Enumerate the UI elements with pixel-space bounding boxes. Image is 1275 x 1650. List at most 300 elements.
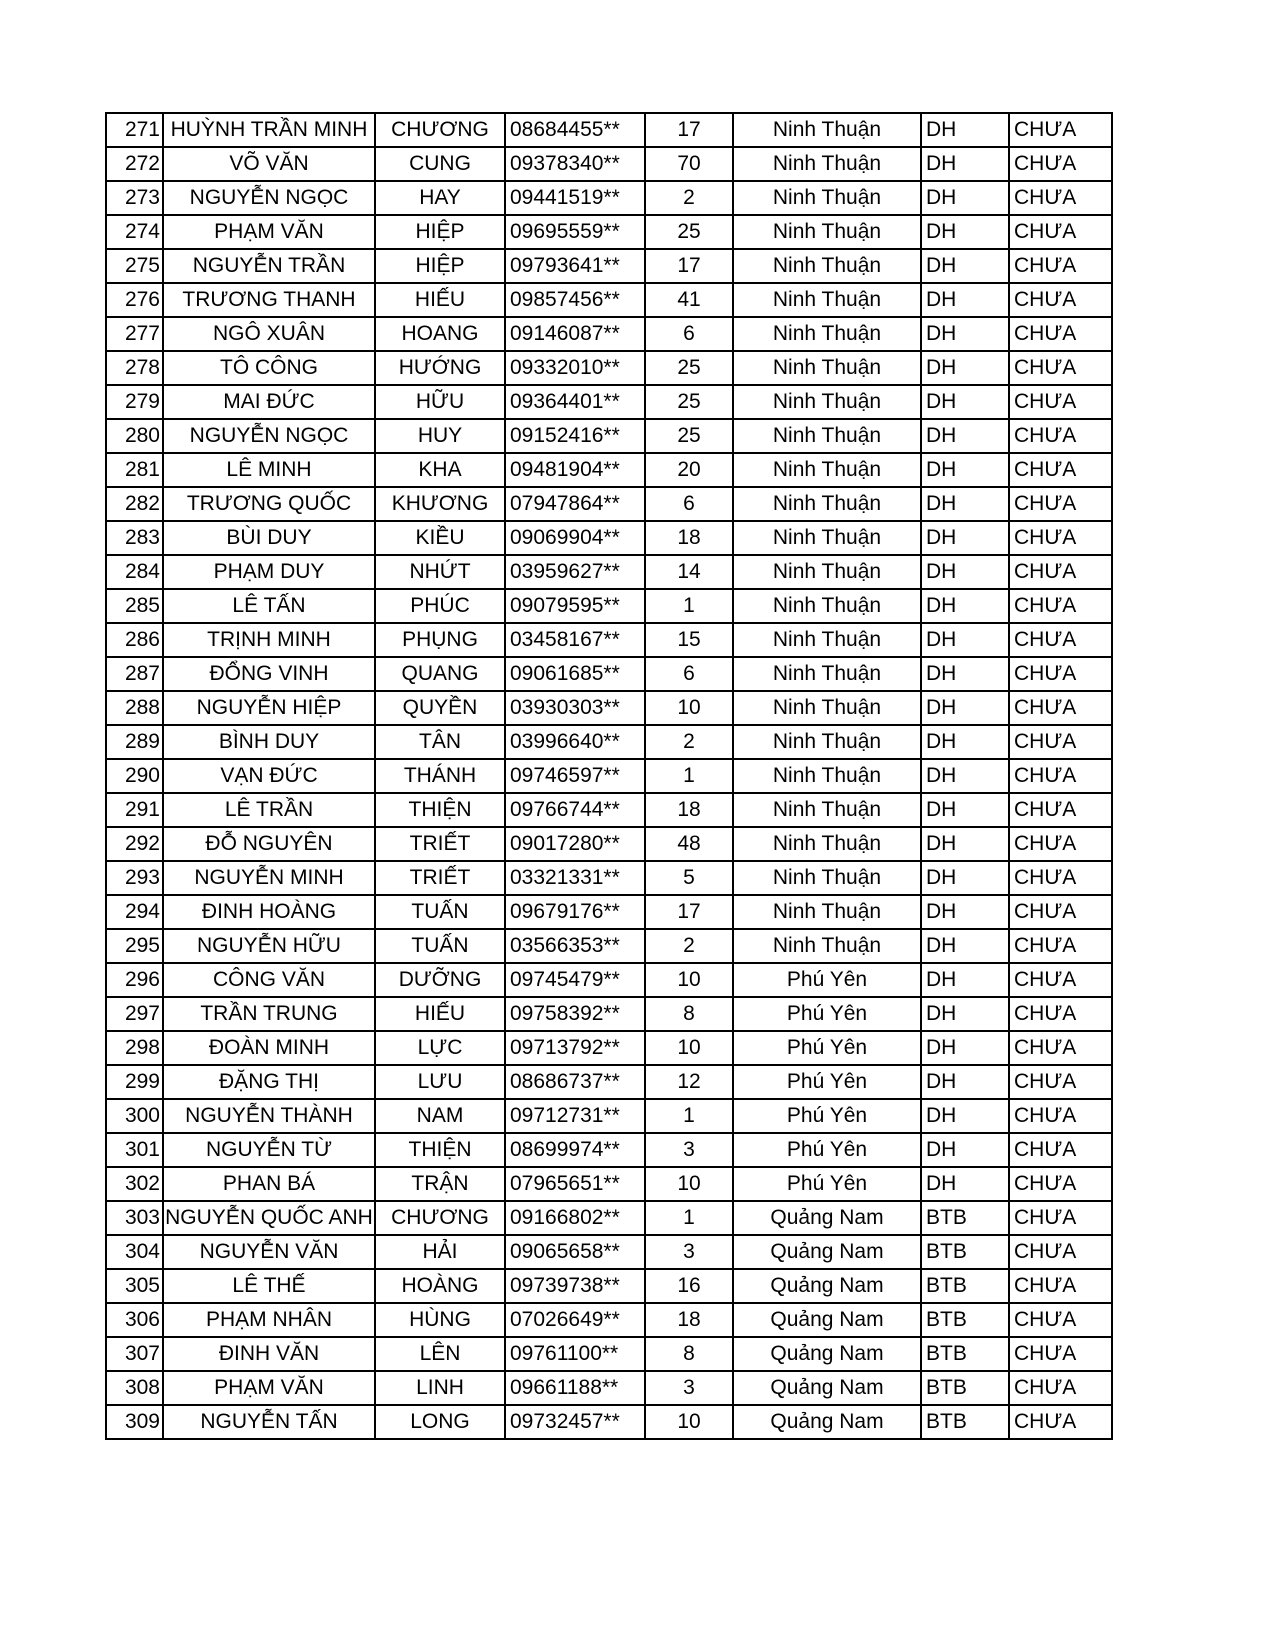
region-code-cell: BTB [921, 1405, 1009, 1439]
region-code-cell: DH [921, 827, 1009, 861]
row-number-cell: 281 [106, 453, 163, 487]
row-number-cell: 271 [106, 113, 163, 147]
status-cell: CHƯA [1009, 113, 1112, 147]
phone-number-cell: 09732457** [505, 1405, 645, 1439]
phone-number-cell: 09661188** [505, 1371, 645, 1405]
table-row [106, 249, 1112, 283]
family-name-cell: NGUYỄN THÀNH [163, 1099, 375, 1133]
province-cell: Ninh Thuận [733, 147, 921, 181]
table-row [106, 385, 1112, 419]
family-name-cell: ĐỖ NGUYÊN [163, 827, 375, 861]
region-code-cell: DH [921, 113, 1009, 147]
given-name-cell: CUNG [375, 147, 505, 181]
province-cell: Ninh Thuận [733, 589, 921, 623]
table-row [106, 827, 1112, 861]
province-cell: Ninh Thuận [733, 113, 921, 147]
given-name-cell: HUY [375, 419, 505, 453]
row-number-cell: 296 [106, 963, 163, 997]
row-number-cell: 292 [106, 827, 163, 861]
province-cell: Quảng Nam [733, 1303, 921, 1337]
row-number-cell: 307 [106, 1337, 163, 1371]
phone-number-cell: 09017280** [505, 827, 645, 861]
family-name-cell: HUỲNH TRẦN MINH [163, 113, 375, 147]
family-name-cell: BÌNH DUY [163, 725, 375, 759]
family-name-cell: NGUYỄN HIỆP [163, 691, 375, 725]
family-name-cell: PHẠM VĂN [163, 1371, 375, 1405]
row-number-cell: 308 [106, 1371, 163, 1405]
table-row [106, 351, 1112, 385]
row-number-cell: 302 [106, 1167, 163, 1201]
quantity-cell: 2 [645, 181, 733, 215]
province-cell: Ninh Thuận [733, 453, 921, 487]
province-cell: Ninh Thuận [733, 657, 921, 691]
region-code-cell: DH [921, 1099, 1009, 1133]
status-cell: CHƯA [1009, 1099, 1112, 1133]
family-name-cell: CÔNG VĂN [163, 963, 375, 997]
quantity-cell: 70 [645, 147, 733, 181]
phone-number-cell: 03930303** [505, 691, 645, 725]
phone-number-cell: 09364401** [505, 385, 645, 419]
given-name-cell: HÙNG [375, 1303, 505, 1337]
region-code-cell: DH [921, 385, 1009, 419]
family-name-cell: ĐINH VĂN [163, 1337, 375, 1371]
status-cell: CHƯA [1009, 181, 1112, 215]
phone-number-cell: 09152416** [505, 419, 645, 453]
status-cell: CHƯA [1009, 861, 1112, 895]
province-cell: Ninh Thuận [733, 555, 921, 589]
status-cell: CHƯA [1009, 1303, 1112, 1337]
given-name-cell: TRIẾT [375, 827, 505, 861]
quantity-cell: 18 [645, 521, 733, 555]
province-cell: Ninh Thuận [733, 385, 921, 419]
table-row [106, 997, 1112, 1031]
status-cell: CHƯA [1009, 1201, 1112, 1235]
province-cell: Quảng Nam [733, 1405, 921, 1439]
phone-number-cell: 09166802** [505, 1201, 645, 1235]
quantity-cell: 1 [645, 589, 733, 623]
table-row [106, 759, 1112, 793]
family-name-cell: LÊ TẤN [163, 589, 375, 623]
row-number-cell: 285 [106, 589, 163, 623]
province-cell: Phú Yên [733, 1099, 921, 1133]
status-cell: CHƯA [1009, 793, 1112, 827]
region-code-cell: BTB [921, 1269, 1009, 1303]
given-name-cell: HIẾU [375, 283, 505, 317]
region-code-cell: DH [921, 759, 1009, 793]
phone-number-cell: 03321331** [505, 861, 645, 895]
phone-number-cell: 09695559** [505, 215, 645, 249]
table-row [106, 215, 1112, 249]
given-name-cell: QUANG [375, 657, 505, 691]
quantity-cell: 25 [645, 215, 733, 249]
quantity-cell: 1 [645, 759, 733, 793]
given-name-cell: DƯỠNG [375, 963, 505, 997]
row-number-cell: 301 [106, 1133, 163, 1167]
given-name-cell: QUYỀN [375, 691, 505, 725]
province-cell: Phú Yên [733, 963, 921, 997]
region-code-cell: DH [921, 691, 1009, 725]
status-cell: CHƯA [1009, 759, 1112, 793]
region-code-cell: DH [921, 419, 1009, 453]
status-cell: CHƯA [1009, 929, 1112, 963]
phone-number-cell: 07965651** [505, 1167, 645, 1201]
status-cell: CHƯA [1009, 351, 1112, 385]
given-name-cell: HIẾU [375, 997, 505, 1031]
region-code-cell: DH [921, 657, 1009, 691]
quantity-cell: 25 [645, 351, 733, 385]
document-page [105, 112, 1113, 1440]
status-cell: CHƯA [1009, 453, 1112, 487]
given-name-cell: TUẤN [375, 929, 505, 963]
given-name-cell: CHƯƠNG [375, 113, 505, 147]
row-number-cell: 279 [106, 385, 163, 419]
row-number-cell: 288 [106, 691, 163, 725]
given-name-cell: CHƯƠNG [375, 1201, 505, 1235]
given-name-cell: KHA [375, 453, 505, 487]
region-code-cell: DH [921, 521, 1009, 555]
row-number-cell: 280 [106, 419, 163, 453]
given-name-cell: HAY [375, 181, 505, 215]
quantity-cell: 10 [645, 691, 733, 725]
region-code-cell: DH [921, 555, 1009, 589]
table-row [106, 1167, 1112, 1201]
quantity-cell: 8 [645, 1337, 733, 1371]
province-cell: Ninh Thuận [733, 793, 921, 827]
phone-number-cell: 09378340** [505, 147, 645, 181]
province-cell: Ninh Thuận [733, 419, 921, 453]
family-name-cell: TRƯƠNG THANH [163, 283, 375, 317]
row-number-cell: 283 [106, 521, 163, 555]
given-name-cell: LƯU [375, 1065, 505, 1099]
province-cell: Phú Yên [733, 1167, 921, 1201]
status-cell: CHƯA [1009, 317, 1112, 351]
family-name-cell: PHẠM NHÂN [163, 1303, 375, 1337]
status-cell: CHƯA [1009, 487, 1112, 521]
table-row [106, 555, 1112, 589]
family-name-cell: NGUYỄN VĂN [163, 1235, 375, 1269]
row-number-cell: 293 [106, 861, 163, 895]
status-cell: CHƯA [1009, 1371, 1112, 1405]
province-cell: Ninh Thuận [733, 317, 921, 351]
row-number-cell: 300 [106, 1099, 163, 1133]
quantity-cell: 1 [645, 1099, 733, 1133]
table-row [106, 1337, 1112, 1371]
province-cell: Ninh Thuận [733, 623, 921, 657]
phone-number-cell: 09766744** [505, 793, 645, 827]
quantity-cell: 14 [645, 555, 733, 589]
family-name-cell: TRƯƠNG QUỐC [163, 487, 375, 521]
region-code-cell: DH [921, 589, 1009, 623]
region-code-cell: DH [921, 487, 1009, 521]
phone-number-cell: 09712731** [505, 1099, 645, 1133]
table-row [106, 283, 1112, 317]
row-number-cell: 299 [106, 1065, 163, 1099]
region-code-cell: DH [921, 793, 1009, 827]
quantity-cell: 2 [645, 929, 733, 963]
row-number-cell: 294 [106, 895, 163, 929]
row-number-cell: 278 [106, 351, 163, 385]
phone-number-cell: 09065658** [505, 1235, 645, 1269]
status-cell: CHƯA [1009, 1405, 1112, 1439]
given-name-cell: HOANG [375, 317, 505, 351]
status-cell: CHƯA [1009, 521, 1112, 555]
table-row [106, 691, 1112, 725]
phone-number-cell: 03996640** [505, 725, 645, 759]
row-number-cell: 290 [106, 759, 163, 793]
family-name-cell: ĐẶNG THỊ [163, 1065, 375, 1099]
phone-number-cell: 09332010** [505, 351, 645, 385]
phone-number-cell: 09069904** [505, 521, 645, 555]
table-row [106, 147, 1112, 181]
given-name-cell: NAM [375, 1099, 505, 1133]
region-code-cell: DH [921, 1031, 1009, 1065]
quantity-cell: 6 [645, 317, 733, 351]
given-name-cell: KIỀU [375, 521, 505, 555]
family-name-cell: NGUYỄN TỪ [163, 1133, 375, 1167]
province-cell: Ninh Thuận [733, 895, 921, 929]
family-name-cell: LÊ THẾ [163, 1269, 375, 1303]
row-number-cell: 305 [106, 1269, 163, 1303]
family-name-cell: ĐỔNG VINH [163, 657, 375, 691]
region-code-cell: DH [921, 249, 1009, 283]
row-number-cell: 272 [106, 147, 163, 181]
family-name-cell: PHẠM VĂN [163, 215, 375, 249]
given-name-cell: THIỆN [375, 1133, 505, 1167]
phone-number-cell: 09739738** [505, 1269, 645, 1303]
given-name-cell: TUẤN [375, 895, 505, 929]
family-name-cell: NGUYỄN NGỌC [163, 181, 375, 215]
quantity-cell: 10 [645, 1405, 733, 1439]
quantity-cell: 3 [645, 1133, 733, 1167]
row-number-cell: 277 [106, 317, 163, 351]
province-cell: Ninh Thuận [733, 181, 921, 215]
status-cell: CHƯA [1009, 1167, 1112, 1201]
table-row [106, 1099, 1112, 1133]
province-cell: Ninh Thuận [733, 725, 921, 759]
region-code-cell: DH [921, 317, 1009, 351]
family-name-cell: TRẦN TRUNG [163, 997, 375, 1031]
phone-number-cell: 09761100** [505, 1337, 645, 1371]
row-number-cell: 286 [106, 623, 163, 657]
quantity-cell: 6 [645, 487, 733, 521]
family-name-cell: NGÔ XUÂN [163, 317, 375, 351]
quantity-cell: 2 [645, 725, 733, 759]
family-name-cell: ĐOÀN MINH [163, 1031, 375, 1065]
table-row [106, 963, 1112, 997]
quantity-cell: 8 [645, 997, 733, 1031]
records-body [106, 113, 1112, 1439]
province-cell: Ninh Thuận [733, 283, 921, 317]
row-number-cell: 274 [106, 215, 163, 249]
region-code-cell: DH [921, 1133, 1009, 1167]
table-row [106, 929, 1112, 963]
status-cell: CHƯA [1009, 215, 1112, 249]
phone-number-cell: 09061685** [505, 657, 645, 691]
quantity-cell: 48 [645, 827, 733, 861]
status-cell: CHƯA [1009, 1235, 1112, 1269]
given-name-cell: HỮU [375, 385, 505, 419]
quantity-cell: 5 [645, 861, 733, 895]
quantity-cell: 18 [645, 1303, 733, 1337]
region-code-cell: DH [921, 283, 1009, 317]
table-row [106, 1269, 1112, 1303]
given-name-cell: LONG [375, 1405, 505, 1439]
status-cell: CHƯA [1009, 419, 1112, 453]
given-name-cell: NHỨT [375, 555, 505, 589]
row-number-cell: 289 [106, 725, 163, 759]
family-name-cell: NGUYỄN MINH [163, 861, 375, 895]
table-row [106, 657, 1112, 691]
province-cell: Ninh Thuận [733, 215, 921, 249]
quantity-cell: 10 [645, 1167, 733, 1201]
given-name-cell: HẢI [375, 1235, 505, 1269]
status-cell: CHƯA [1009, 895, 1112, 929]
province-cell: Ninh Thuận [733, 249, 921, 283]
status-cell: CHƯA [1009, 283, 1112, 317]
province-cell: Quảng Nam [733, 1201, 921, 1235]
region-code-cell: DH [921, 963, 1009, 997]
phone-number-cell: 09481904** [505, 453, 645, 487]
province-cell: Phú Yên [733, 1031, 921, 1065]
table-row [106, 1065, 1112, 1099]
phone-number-cell: 09079595** [505, 589, 645, 623]
family-name-cell: BÙI DUY [163, 521, 375, 555]
status-cell: CHƯA [1009, 1337, 1112, 1371]
given-name-cell: LÊN [375, 1337, 505, 1371]
phone-number-cell: 09713792** [505, 1031, 645, 1065]
table-row [106, 895, 1112, 929]
quantity-cell: 41 [645, 283, 733, 317]
region-code-cell: BTB [921, 1235, 1009, 1269]
table-row [106, 623, 1112, 657]
table-row [106, 861, 1112, 895]
status-cell: CHƯA [1009, 997, 1112, 1031]
family-name-cell: NGUYỄN HỮU [163, 929, 375, 963]
family-name-cell: LÊ MINH [163, 453, 375, 487]
given-name-cell: KHƯƠNG [375, 487, 505, 521]
table-row [106, 589, 1112, 623]
row-number-cell: 273 [106, 181, 163, 215]
region-code-cell: DH [921, 895, 1009, 929]
quantity-cell: 12 [645, 1065, 733, 1099]
status-cell: CHƯA [1009, 691, 1112, 725]
region-code-cell: BTB [921, 1201, 1009, 1235]
phone-number-cell: 09746597** [505, 759, 645, 793]
phone-number-cell: 08686737** [505, 1065, 645, 1099]
row-number-cell: 284 [106, 555, 163, 589]
quantity-cell: 25 [645, 419, 733, 453]
given-name-cell: PHỤNG [375, 623, 505, 657]
province-cell: Quảng Nam [733, 1371, 921, 1405]
region-code-cell: DH [921, 1167, 1009, 1201]
row-number-cell: 304 [106, 1235, 163, 1269]
family-name-cell: NGUYỄN NGỌC [163, 419, 375, 453]
phone-number-cell: 09146087** [505, 317, 645, 351]
region-code-cell: DH [921, 147, 1009, 181]
given-name-cell: TÂN [375, 725, 505, 759]
province-cell: Ninh Thuận [733, 827, 921, 861]
family-name-cell: LÊ TRẦN [163, 793, 375, 827]
family-name-cell: PHẠM DUY [163, 555, 375, 589]
province-cell: Ninh Thuận [733, 929, 921, 963]
given-name-cell: THIỆN [375, 793, 505, 827]
table-row [106, 181, 1112, 215]
region-code-cell: DH [921, 929, 1009, 963]
phone-number-cell: 07026649** [505, 1303, 645, 1337]
quantity-cell: 17 [645, 895, 733, 929]
family-name-cell: MAI ĐỨC [163, 385, 375, 419]
table-row [106, 419, 1112, 453]
family-name-cell: VẠN ĐỨC [163, 759, 375, 793]
status-cell: CHƯA [1009, 963, 1112, 997]
phone-number-cell: 09441519** [505, 181, 645, 215]
table-row [106, 453, 1112, 487]
table-row [106, 487, 1112, 521]
status-cell: CHƯA [1009, 1269, 1112, 1303]
phone-number-cell: 03959627** [505, 555, 645, 589]
quantity-cell: 25 [645, 385, 733, 419]
region-code-cell: DH [921, 861, 1009, 895]
province-cell: Ninh Thuận [733, 861, 921, 895]
region-code-cell: BTB [921, 1371, 1009, 1405]
family-name-cell: NGUYỄN TẤN [163, 1405, 375, 1439]
province-cell: Ninh Thuận [733, 521, 921, 555]
status-cell: CHƯA [1009, 827, 1112, 861]
table-row [106, 113, 1112, 147]
region-code-cell: DH [921, 1065, 1009, 1099]
given-name-cell: PHÚC [375, 589, 505, 623]
quantity-cell: 10 [645, 1031, 733, 1065]
given-name-cell: HOÀNG [375, 1269, 505, 1303]
given-name-cell: TRIẾT [375, 861, 505, 895]
quantity-cell: 15 [645, 623, 733, 657]
table-row [106, 1235, 1112, 1269]
quantity-cell: 1 [645, 1201, 733, 1235]
table-row [106, 521, 1112, 555]
row-number-cell: 309 [106, 1405, 163, 1439]
row-number-cell: 298 [106, 1031, 163, 1065]
province-cell: Ninh Thuận [733, 351, 921, 385]
given-name-cell: HƯỚNG [375, 351, 505, 385]
table-row [106, 1201, 1112, 1235]
status-cell: CHƯA [1009, 555, 1112, 589]
region-code-cell: DH [921, 351, 1009, 385]
region-code-cell: DH [921, 453, 1009, 487]
table-row [106, 1405, 1112, 1439]
status-cell: CHƯA [1009, 1031, 1112, 1065]
given-name-cell: HIỆP [375, 215, 505, 249]
region-code-cell: DH [921, 215, 1009, 249]
province-cell: Quảng Nam [733, 1337, 921, 1371]
row-number-cell: 303 [106, 1201, 163, 1235]
quantity-cell: 17 [645, 113, 733, 147]
province-cell: Phú Yên [733, 1065, 921, 1099]
given-name-cell: HIỆP [375, 249, 505, 283]
family-name-cell: NGUYỄN TRẦN [163, 249, 375, 283]
records-table [105, 112, 1113, 1440]
table-row [106, 1133, 1112, 1167]
phone-number-cell: 09758392** [505, 997, 645, 1031]
given-name-cell: LỰC [375, 1031, 505, 1065]
status-cell: CHƯA [1009, 1133, 1112, 1167]
region-code-cell: DH [921, 997, 1009, 1031]
family-name-cell: TRỊNH MINH [163, 623, 375, 657]
phone-number-cell: 09679176** [505, 895, 645, 929]
status-cell: CHƯA [1009, 725, 1112, 759]
family-name-cell: TÔ CÔNG [163, 351, 375, 385]
quantity-cell: 6 [645, 657, 733, 691]
province-cell: Quảng Nam [733, 1269, 921, 1303]
